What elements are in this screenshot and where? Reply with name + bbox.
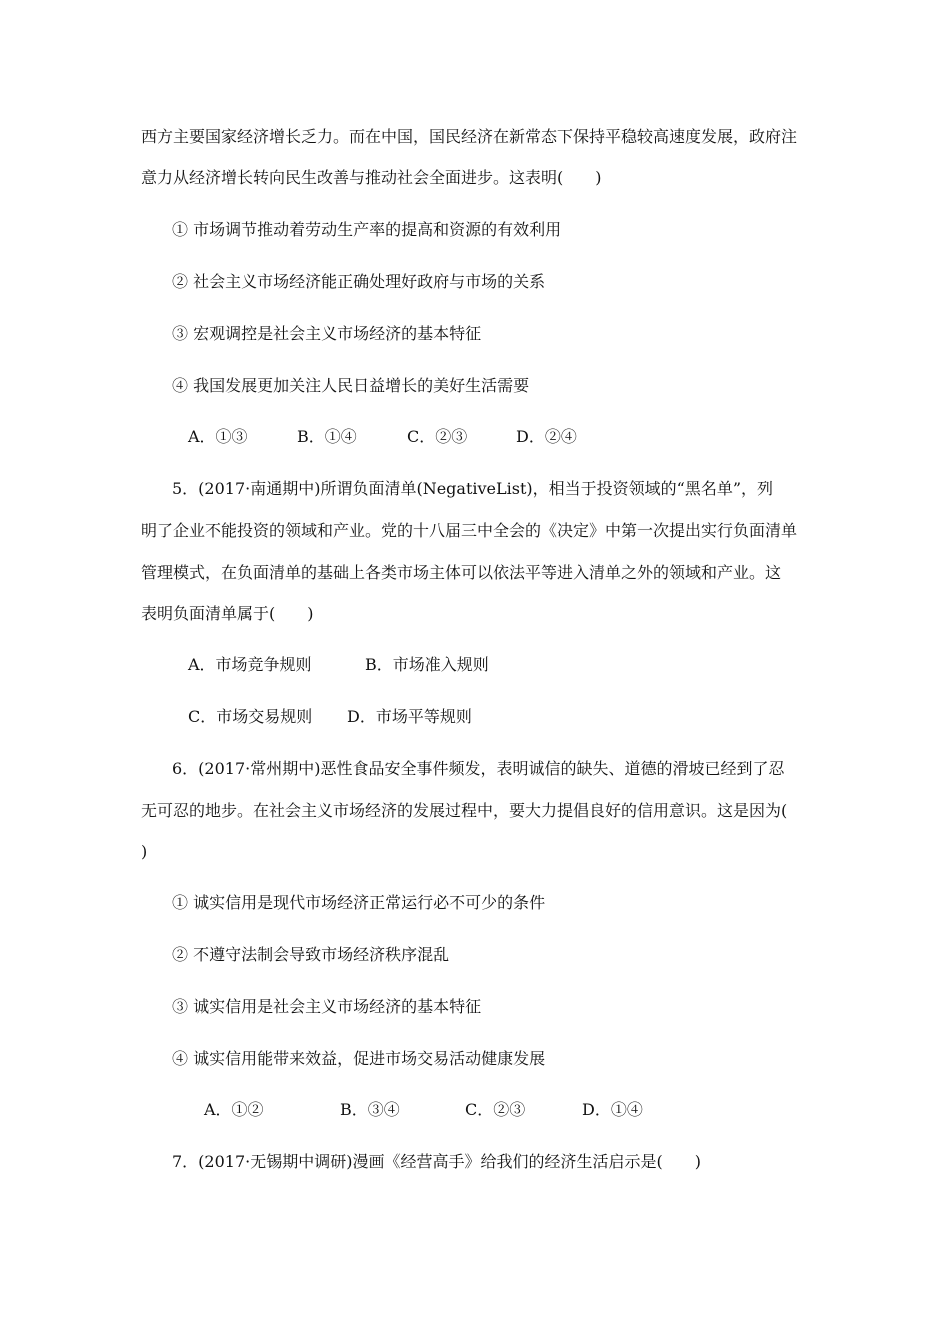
q6-statement-2: ② 不遵守法制会导致市场经济秩序混乱 bbox=[172, 945, 450, 964]
q4-option-b: B．①④ bbox=[297, 427, 357, 446]
q4-statement-2: ② 社会主义市场经济能正确处理好政府与市场的关系 bbox=[172, 272, 546, 291]
q7-stem-line-1: 7．(2017·无锡期中调研)漫画《经营高手》给我们的经济生活启示是( ) bbox=[172, 1152, 701, 1171]
q6-stem-line-2: 无可忍的地步。在社会主义市场经济的发展过程中，要大力提倡良好的信用意识。这是因为( bbox=[141, 801, 788, 820]
q4-option-c: C．②③ bbox=[407, 427, 468, 446]
q5-stem-line-3: 管理模式，在负面清单的基础上各类市场主体可以依法平等进入清单之外的领域和产业。这 bbox=[141, 563, 782, 582]
q4-statement-1: ① 市场调节推动着劳动生产率的提高和资源的有效利用 bbox=[172, 220, 562, 239]
q4-stem-line-1: 西方主要国家经济增长乏力。而在中国，国民经济在新常态下保持平稳较高速度发展，政府注 bbox=[141, 127, 798, 146]
q6-statement-4: ④ 诚实信用能带来效益，促进市场交易活动健康发展 bbox=[172, 1049, 546, 1068]
q5-stem-line-4: 表明负面清单属于( ) bbox=[141, 604, 314, 623]
q4-stem-line-2: 意力从经济增长转向民生改善与推动社会全面进步。这表明( ) bbox=[141, 168, 602, 187]
q5-stem-line-1: 5．(2017·南通期中)所谓负面清单(NegativeList)，相当于投资领域的“黑名单”，列 bbox=[172, 479, 774, 498]
q5-option-c: C．市场交易规则 bbox=[188, 707, 313, 726]
q5-stem-line-2: 明了企业不能投资的领域和产业。党的十八届三中全会的《决定》中第一次提出实行负面清单 bbox=[141, 521, 798, 540]
q5-option-b: B．市场准入规则 bbox=[365, 655, 489, 674]
q4-options bbox=[0, 426, 950, 448]
q5-option-a: A．市场竞争规则 bbox=[188, 655, 312, 674]
q4-option-d: D．②④ bbox=[516, 427, 577, 446]
q6-stem-line-3: ) bbox=[141, 842, 148, 861]
q6-option-c: C．②③ bbox=[465, 1100, 526, 1119]
q6-options bbox=[0, 1099, 950, 1121]
q5-options-row-2 bbox=[0, 706, 950, 728]
q4-option-a: A．①③ bbox=[188, 427, 248, 446]
q6-statement-3: ③ 诚实信用是社会主义市场经济的基本特征 bbox=[172, 997, 482, 1016]
q4-statement-4: ④ 我国发展更加关注人民日益增长的美好生活需要 bbox=[172, 376, 530, 395]
q4-statement-3: ③ 宏观调控是社会主义市场经济的基本特征 bbox=[172, 324, 482, 343]
q6-option-d: D．①④ bbox=[582, 1100, 643, 1119]
q6-statement-1: ① 诚实信用是现代市场经济正常运行必不可少的条件 bbox=[172, 893, 546, 912]
q5-options-row-1 bbox=[0, 654, 950, 676]
q6-stem-line-1: 6．(2017·常州期中)恶性食品安全事件频发，表明诚信的缺失、道德的滑坡已经到了忍 bbox=[172, 759, 785, 778]
q6-option-a: A．①② bbox=[204, 1100, 264, 1119]
q6-option-b: B．③④ bbox=[340, 1100, 400, 1119]
q5-option-d: D．市场平等规则 bbox=[347, 707, 472, 726]
